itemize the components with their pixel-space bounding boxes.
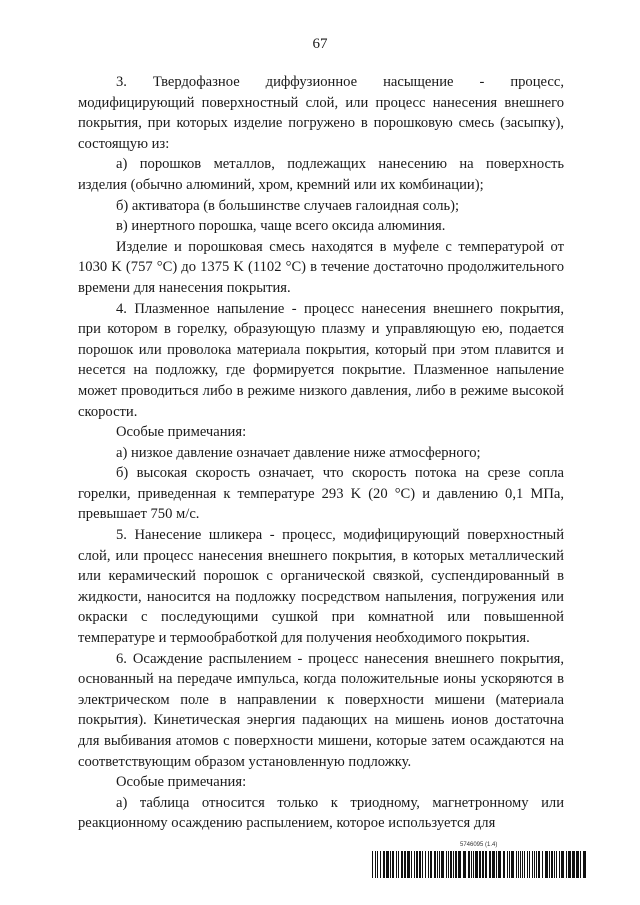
notes-heading-2: Особые примечания: (116, 774, 247, 791)
note-b: б) высокая скорость означает, что скорость потока на срезе сопла горелки, приведенная к температуре 293 K (20 °C) и давлению 0,1 МПа, превышает 750 м/с. (78, 465, 564, 523)
paragraph-item-5: 5. Нанесение шликера - процесс, модифицирующий поверхностный слой, или процесс нанесения внешнего покрытия, в которых металлический или керамический порошок с органической связкой, суспендированный в жидкости, наносится на подложку посредством напыления, погружения или окраски с последующими сушкой при комнатной или повышенной температуре и термообработкой для получения необходимого покрытия. (78, 527, 564, 647)
notes-heading: Особые примечания: (116, 424, 247, 441)
note-a-2: а) таблица относится только к триодному, магнетронному или реакционному осаждению распылением, которое используется для (78, 794, 564, 832)
paragraph-subitem-v: в) инертного порошка, чаще всего оксида алюминия. (116, 218, 446, 235)
barcode-icon (372, 851, 590, 878)
note-a: а) низкое давление означает давление ниже атмосферного; (116, 444, 481, 461)
page-number: 67 (312, 36, 328, 52)
paragraph-subitem-b: б) активатора (в большинстве случаев галоидная соль); (116, 197, 460, 214)
paragraph-muffle: Изделие и порошковая смесь находятся в муфеле с температурой от 1030 K (757 °C) до 1375 K (1102 °C) в течение достаточно продолжительного времени для нанесения покрытия. (78, 238, 564, 296)
document-body (78, 72, 564, 834)
paragraph-item-4: 4. Плазменное напыление - процесс нанесения внешнего покрытия, при котором в горелку, образующую плазму и управляющую ею, подается порошок или проволока материала покрытия, который при этом плавится и несется на подложку, где формируется покрытие. Плазменное напыление может проводиться либо в режиме низкого давления, либо в режиме высокой скорости. (78, 300, 564, 420)
document-code: 5746095 (1.4) (460, 842, 498, 848)
paragraph-item-6: 6. Осаждение распылением - процесс нанесения внешнего покрытия, основанный на передаче импульса, когда положительные ионы ускоряются в электрическом поле в направлении к поверхности мишени (материала покрытия). Кинетическая энергия падающих на мишень ионов достаточна для выбивания атомов с поверхности мишени, которые затем осаждаются на соответствующим образом установленную подложку. (78, 650, 564, 770)
paragraph-subitem-a: а) порошков металлов, подлежащих нанесению на поверхность изделия (обычно алюминий, хром, кремний или их комбинации); (78, 156, 564, 193)
paragraph-item-3: 3. Твердофазное диффузионное насыщение - процесс, модифицирующий поверхностный слой, или процесс нанесения внешнего покрытия, при которых изделие погружено в порошковую смесь (засыпку), состоящую из: (78, 74, 564, 152)
